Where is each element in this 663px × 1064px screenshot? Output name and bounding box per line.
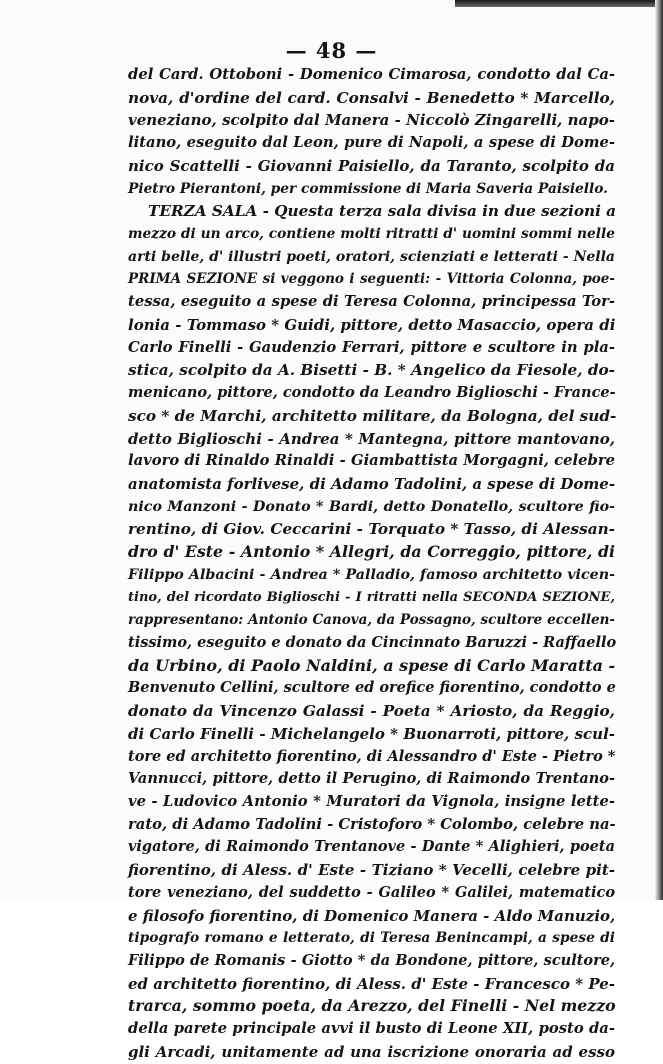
text-line: arti belle, d' illustri poeti, oratori, scienziati e letterati - Nella <box>128 248 615 265</box>
text-line: ed architetto fiorentino, di Aless. d' Este - Francesco * Pe- <box>128 974 615 993</box>
text-line: donato da Vincenzo Galassi - Poeta * Ariosto, da Reggio, <box>128 702 615 721</box>
text-line: Filippo Albacini - Andrea * Palladio, famoso architetto vicen- <box>128 566 615 583</box>
text-line: sco * de Marchi, architetto militare, da Bologna, del sud- <box>128 406 617 425</box>
page-edge-shadow-right <box>655 0 663 900</box>
page-number: — 48 — <box>285 38 378 63</box>
text-line: tore ed architetto fiorentino, di Alessandro d' Este - Pietro * <box>128 747 616 765</box>
text-line: lavoro di Rinaldo Rinaldi - Giambattista Morgagni, celebre <box>128 452 615 470</box>
body-text <box>128 64 615 1064</box>
text-line: Carlo Finelli - Gaudenzio Ferrari, pittore e scultore in pla- <box>128 338 615 356</box>
text-line: fiorentino, di Aless. d' Este - Tiziano * Vecelli, celebre pit- <box>128 861 615 880</box>
text-line: dro d' Este - Antonio * Allegri, da Correggio, pittore, di <box>128 542 615 562</box>
text-line: Filippo de Romanis - Giotto * da Bondone, pittore, scultore, <box>128 952 615 970</box>
text-line: ve - Ludovico Antonio * Muratori da Vignola, insigne lette- <box>128 793 615 810</box>
text-line: anatomista forlivese, di Adamo Tadolini, a spese di Dome- <box>128 474 616 493</box>
text-line: Benvenuto Cellini, scultore ed orefice fiorentino, condotto e <box>128 679 616 697</box>
text-line: tissimo, eseguito e donato da Cincinnato Baruzzi - Raffaello <box>128 633 617 651</box>
text-line: rato, di Adamo Tadolini - Cristoforo * Colombo, celebre na- <box>128 815 616 833</box>
text-line: da Urbino, di Paolo Naldini, a spese di Carlo Maratta - <box>128 655 616 675</box>
text-line: del Card. Ottoboni - Domenico Cimarosa, condotto dal Ca- <box>128 66 615 83</box>
text-line: tipografo romano e letterato, di Teresa Benincampi, a spese di <box>128 930 615 947</box>
text-line: tessa, eseguito a spese di Teresa Colonna, principessa Tor- <box>128 293 615 311</box>
text-line: vigatore, di Raimondo Trentanove - Dante * Alighieri, poeta <box>128 838 615 856</box>
text-line: mezzo di un arco, contiene molti ritratti d' uomini sommi nelle <box>128 226 615 243</box>
text-line: veneziano, scolpito dal Manera - Niccolò Zingarelli, napo- <box>128 111 615 130</box>
text-line: TERZA SALA - Questa terza sala divisa in due sezioni a <box>148 202 617 221</box>
text-line: tore veneziano, del suddetto - Galileo * Galilei, matematico <box>128 883 615 901</box>
text-line: menicano, pittore, condotto da Leandro Biglioschi - France- <box>128 384 616 402</box>
text-line: della parete principale avvi il busto di Leone XII, posto da- <box>128 1020 615 1038</box>
text-line: lonia - Tommaso * Guidi, pittore, detto Masaccio, opera di <box>128 315 616 334</box>
text-line: nico Scattelli - Giovanni Paisiello, da Taranto, scolpito da <box>128 156 615 175</box>
page-edge-shadow-top <box>455 0 663 7</box>
text-line: di Carlo Finelli - Michelangelo * Buonarroti, pittore, scul- <box>128 724 615 743</box>
text-line: nova, d'ordine del card. Consalvi - Benedetto * Marcello, <box>128 88 615 107</box>
text-line: Vannucci, pittore, detto il Perugino, di Raimondo Trentano- <box>128 770 615 788</box>
text-line: Pietro Pierantoni, per commissione di Maria Saveria Paisiello. <box>128 180 608 197</box>
text-line: trarca, sommo poeta, da Arezzo, del Finelli - Nel mezzo <box>128 996 616 1016</box>
text-line: litano, eseguito dal Leon, pure di Napoli, a spese di Dome- <box>128 134 615 152</box>
text-line: rentino, di Giov. Ceccarini - Torquato * Tasso, di Alessan- <box>128 520 615 539</box>
text-line: e filosofo fiorentino, di Domenico Manera - Aldo Manuzio, <box>128 906 616 925</box>
text-line: rappresentano: Antonio Canova, da Possagno, scultore eccellen- <box>128 612 615 629</box>
text-line: stica, scolpito da A. Bisetti - B. * Angelico da Fiesole, do- <box>128 361 615 380</box>
text-line: gli Arcadi, unitamente ad una iscrizione onoraria ad esso <box>128 1042 615 1061</box>
text-line: detto Biglioschi - Andrea * Mantegna, pittore mantovano, <box>128 429 615 448</box>
text-line: PRIMA SEZIONE si veggono i seguenti: - Vittoria Colonna, poe- <box>128 271 615 288</box>
text-line: nico Manzoni - Donato * Bardi, detto Donatello, scultore fio- <box>128 498 615 515</box>
text-line: tino, del ricordato Biglioschi - I ritratti nella SECONDA SEZIONE, <box>128 589 615 605</box>
